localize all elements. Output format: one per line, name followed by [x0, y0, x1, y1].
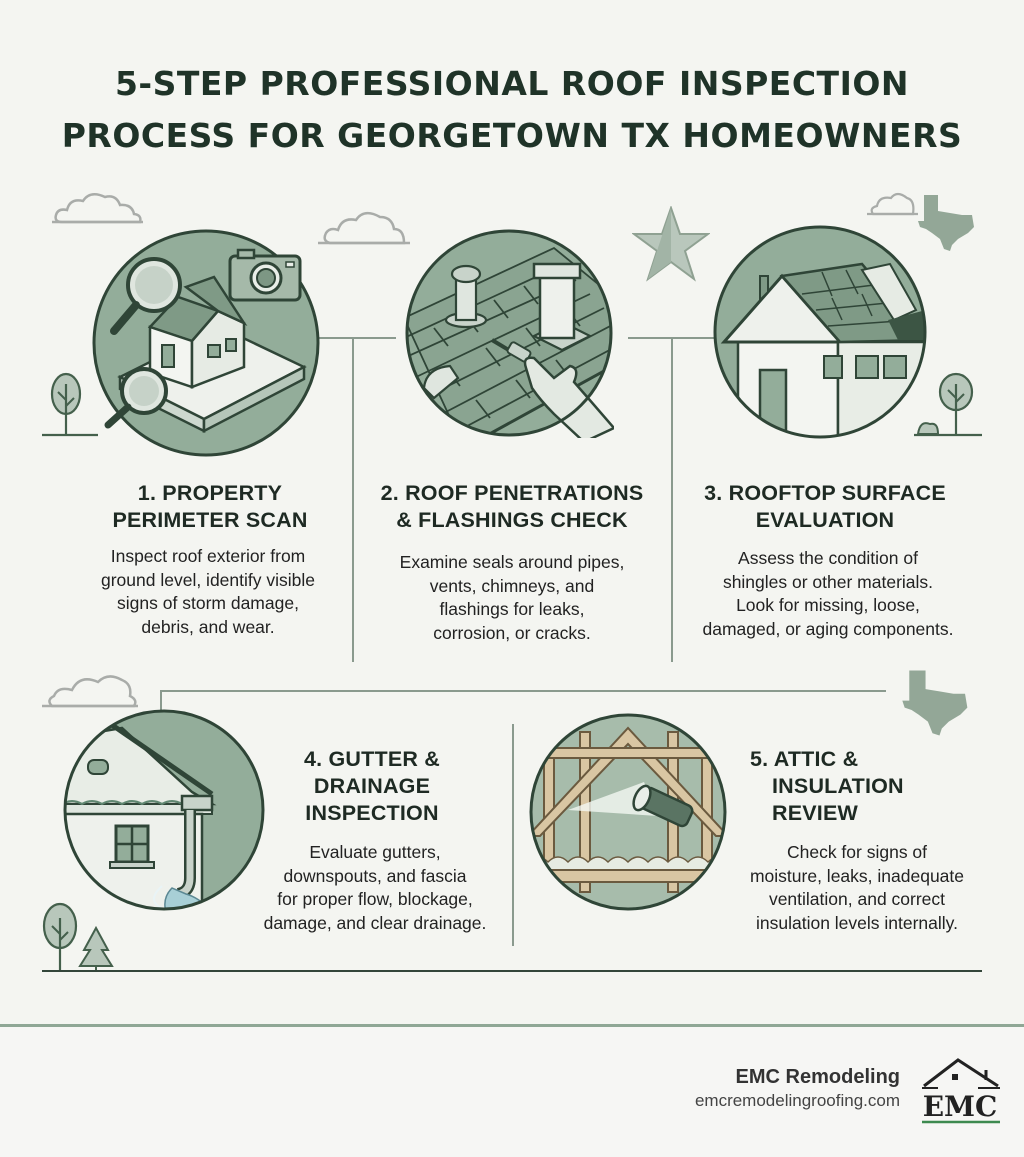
emc-logo — [918, 1056, 1004, 1126]
step-3-title: 3. ROOFTOP SURFACE EVALUATION — [704, 481, 946, 532]
cloud-icon — [40, 668, 140, 710]
page-title — [0, 58, 1024, 162]
step-4-title: 4. GUTTER & DRAINAGE INSPECTION — [304, 747, 440, 825]
star-icon — [632, 206, 710, 282]
step-2-description: Examine seals around pipes, vents, chimneys, and flashings for leaks, corrosion, or cracks. — [399, 552, 625, 643]
title-line-2: PROCESS FOR GEORGETOWN TX HOMEOWNERS — [61, 116, 963, 155]
company-url[interactable]: emcremodelingroofing.com — [694, 1091, 900, 1110]
step-5-description: Check for signs of moisture, leaks, inadequate ventilation, and correct insulation levels internally. — [749, 842, 965, 933]
logo-text: EMC — [922, 1090, 998, 1123]
company-name: EMC Remodeling — [735, 1066, 900, 1088]
cloud-icon — [316, 205, 412, 247]
camera-icon — [228, 246, 302, 302]
title-line-1: 5-STEP PROFESSIONAL ROOF INSPECTION — [114, 64, 910, 103]
step-3-description: Assess the condition of shingles or other materials. Look for missing, loose, damaged, or aging components. — [702, 548, 954, 639]
cloud-icon — [865, 190, 920, 218]
attic-illustration — [528, 712, 728, 912]
cloud-icon — [50, 188, 145, 226]
divider — [160, 690, 886, 692]
step-2-title: 2. ROOF PENETRATIONS & FLASHINGS CHECK — [380, 481, 644, 532]
ground-line — [42, 970, 982, 972]
step-1-description: Inspect roof exterior from ground level, identify visible signs of storm damage, debris, and wear. — [100, 546, 315, 637]
step-4-description: Evaluate gutters, downspouts, and fascia for proper flow, blockage, damage, and clear drainage. — [263, 842, 487, 933]
penetrations-illustration — [404, 228, 614, 438]
step-1-title: 1. PROPERTY PERIMETER SCAN — [112, 481, 308, 532]
texas-map-icon — [900, 668, 972, 738]
surface-illustration — [712, 224, 928, 440]
step-5-title: 5. ATTIC & INSULATION REVIEW — [750, 747, 904, 825]
